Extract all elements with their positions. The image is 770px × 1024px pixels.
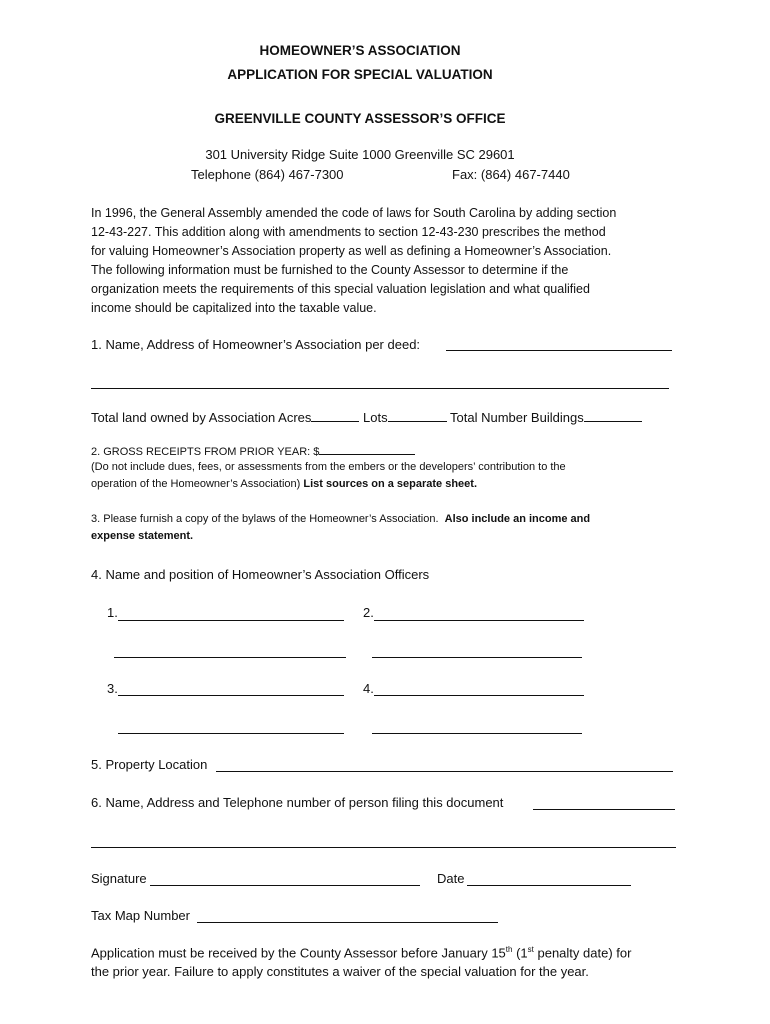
intro-line: 12-43-227. This addition along with amendments to section 12-43-230 prescribes the method — [91, 225, 606, 239]
office-fax: Fax: (864) 467-7440 — [452, 167, 570, 182]
intro-line: In 1996, the General Assembly amended the code of laws for South Carolina by adding section — [91, 206, 617, 220]
q4-label: 4. Name and position of Homeowner’s Association Officers — [91, 567, 430, 582]
gross-receipts-field[interactable] — [319, 444, 415, 455]
tax-map-label: Tax Map Number — [91, 908, 190, 923]
officer-3-number: 3. — [107, 681, 118, 696]
q2-note-text: operation of the Homeowner’s Association) — [91, 478, 301, 490]
q3-bold1: Also include an income and — [444, 513, 591, 525]
office-telephone: Telephone (864) 467-7300 — [191, 167, 344, 182]
land-row — [91, 409, 642, 425]
officer-2-position-field[interactable] — [372, 657, 582, 658]
q2-note-line2 — [91, 478, 477, 490]
officer-4-position-field[interactable] — [372, 733, 582, 734]
officer-2-name-field[interactable] — [374, 620, 584, 621]
q1-association-name-field[interactable] — [446, 350, 672, 351]
officer-4-name-field[interactable] — [374, 695, 584, 696]
property-location-field[interactable] — [216, 771, 673, 772]
q3-text: 3. Please furnish a copy of the bylaws of the Homeowner’s Association. — [91, 513, 439, 525]
lots-field[interactable] — [388, 409, 447, 422]
signature-label: Signature — [91, 871, 147, 886]
q3-line2 — [91, 530, 193, 542]
acres-label: Total land owned by Association Acres — [91, 410, 312, 425]
deadline-text: Application must be received by the County Assessor before January 15 — [91, 945, 506, 961]
acres-field[interactable] — [311, 409, 359, 422]
q2-note-bold: List sources on a separate sheet. — [303, 478, 478, 490]
officer-1-position-field[interactable] — [114, 657, 346, 658]
filer-address-phone-field[interactable] — [91, 847, 676, 848]
q2-row — [91, 444, 415, 458]
q3-bold2: expense statement. — [91, 530, 194, 542]
deadline-sup: st — [527, 945, 534, 954]
deadline-sup: th — [505, 945, 513, 954]
q6-label: 6. Name, Address and Telephone number of person filing this document — [91, 795, 504, 810]
intro-line: The following information must be furnished to the County Assessor to determine if the — [91, 263, 569, 277]
officer-3-position-field[interactable] — [118, 733, 344, 734]
officer-2-number: 2. — [363, 605, 374, 620]
officer-1-number: 1. — [107, 605, 118, 620]
deadline-text: (1 — [512, 945, 528, 961]
q1-association-address-field[interactable] — [91, 388, 669, 389]
form-title-line1: HOMEOWNER’S ASSOCIATION — [259, 43, 461, 58]
lots-label: Lots — [363, 410, 388, 425]
q5-label: 5. Property Location — [91, 757, 208, 772]
form-title-line2: APPLICATION FOR SPECIAL VALUATION — [227, 67, 493, 82]
signature-field[interactable] — [150, 885, 420, 886]
buildings-label: Total Number Buildings — [450, 410, 584, 425]
officer-1-name-field[interactable] — [118, 620, 344, 621]
intro-paragraph — [91, 204, 681, 318]
q1-label: 1. Name, Address of Homeowner’s Association per deed: — [91, 337, 421, 352]
office-name: GREENVILLE COUNTY ASSESSOR’S OFFICE — [214, 111, 506, 126]
q3-line1 — [91, 513, 590, 525]
deadline-line2: the prior year. Failure to apply constitutes a waiver of the special valuation for the year. — [91, 964, 589, 979]
officer-4-number: 4. — [363, 681, 374, 696]
intro-line: for valuing Homeowner’s Association property as well as defining a Homeowner’s Association. — [91, 244, 612, 258]
intro-line: income should be capitalized into the taxable value. — [91, 301, 377, 315]
tax-map-number-field[interactable] — [197, 922, 498, 923]
deadline-line1 — [91, 945, 631, 960]
date-label: Date — [437, 871, 465, 886]
date-field[interactable] — [467, 885, 631, 886]
officer-3-name-field[interactable] — [118, 695, 344, 696]
q2-note-line1: (Do not include dues, fees, or assessments from the embers or the developers’ contribution to the — [91, 461, 566, 473]
buildings-field[interactable] — [584, 409, 642, 422]
filer-name-field[interactable] — [533, 809, 675, 810]
q2-label: 2. GROSS RECEIPTS FROM PRIOR YEAR: $ — [91, 446, 320, 458]
office-address: 301 University Ridge Suite 1000 Greenville SC 29601 — [205, 147, 515, 162]
deadline-text: penalty date) for — [533, 945, 632, 961]
intro-line: organization meets the requirements of this special valuation legislation and what qualified — [91, 282, 590, 296]
